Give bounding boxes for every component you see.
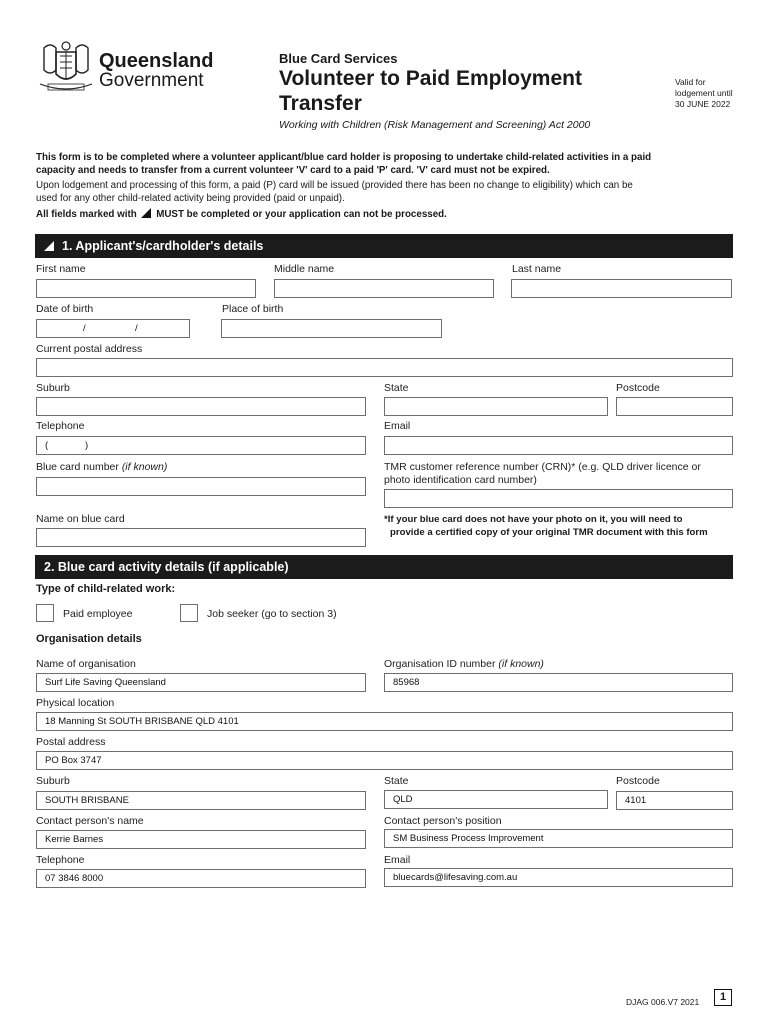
blue-card-number-label (36, 461, 167, 473)
org-id-text: Organisation ID number (384, 658, 496, 670)
physical-location-field[interactable]: 18 Manning St SOUTH BRISBANE QLD 4101 (36, 712, 733, 731)
logo-wordmark-line2: Government (99, 70, 204, 91)
dob-label: Date of birth (36, 303, 94, 315)
tel-open-paren: ( (45, 440, 49, 451)
org-id-field[interactable]: 85968 (384, 673, 733, 692)
must-suffix: MUST be completed or your application can not be processed. (156, 209, 447, 220)
postcode-label: Postcode (616, 382, 660, 394)
telephone-label: Telephone (36, 420, 85, 432)
org-name-label: Name of organisation (36, 658, 136, 670)
dob-field[interactable] (36, 319, 190, 338)
org-postal-field[interactable]: PO Box 3747 (36, 751, 733, 770)
page-title-line2: Transfer (279, 92, 362, 115)
dob-separator: / (135, 323, 138, 334)
tmr-line1: TMR customer reference number (CRN)* (e.g. QLD driver licence or (384, 461, 701, 473)
tmr-line2: photo identification card number) (384, 474, 537, 486)
org-state-field[interactable]: QLD (384, 790, 608, 809)
blue-card-number-text: Blue card number (36, 461, 119, 473)
blue-card-number-field[interactable] (36, 477, 366, 496)
first-name-field[interactable] (36, 279, 256, 298)
org-suburb-label: Suburb (36, 775, 70, 787)
telephone-field[interactable] (36, 436, 366, 455)
must-prefix: All fields marked with (36, 209, 137, 220)
postal-address-field[interactable] (36, 358, 733, 377)
logo-wordmark-line1: Queensland (99, 50, 214, 72)
email-label: Email (384, 420, 411, 432)
middle-name-field[interactable] (274, 279, 494, 298)
valid-line3: 30 JUNE 2022 (675, 99, 731, 109)
valid-line2: lodgement until (675, 88, 733, 98)
intro-line1: Upon lodgement and processing of this form, a paid (P) card will be issued (provided there has been no change to eligibility) which can be (36, 180, 633, 191)
job-seeker-label: Job seeker (go to section 3) (207, 608, 337, 620)
page-number: 1 (714, 989, 732, 1006)
contact-position-label: Contact person's position (384, 815, 502, 827)
org-telephone-label: Telephone (36, 854, 85, 866)
name-on-card-field[interactable] (36, 528, 366, 547)
intro-text (36, 151, 736, 221)
service-name: Blue Card Services (279, 51, 398, 66)
job-seeker-checkbox[interactable] (180, 604, 198, 622)
tmr-crn-label (384, 461, 701, 487)
org-postal-label: Postal address (36, 736, 106, 748)
form-code: DJAG 006.V7 2021 (626, 997, 700, 1007)
middle-name-label: Middle name (274, 263, 335, 275)
place-of-birth-field[interactable] (221, 319, 442, 338)
paid-employee-checkbox[interactable] (36, 604, 54, 622)
org-telephone-field[interactable]: 07 3846 8000 (36, 869, 366, 888)
postal-address-label: Current postal address (36, 343, 143, 355)
photo-note-line2: provide a certified copy of your original TMR document with this form (390, 527, 708, 538)
org-state-label: State (384, 775, 409, 787)
intro-bold-line1: This form is to be completed where a volunteer applicant/blue card holder is proposing to undertake child-related activities in a paid (36, 152, 652, 163)
email-field[interactable] (384, 436, 733, 455)
org-id-label (384, 658, 544, 670)
org-name-field[interactable]: Surf Life Saving Queensland (36, 673, 366, 692)
section2-title: 2. Blue card activity details (if applicable) (44, 560, 289, 574)
name-on-card-label: Name on blue card (36, 513, 125, 525)
suburb-label: Suburb (36, 382, 70, 394)
suburb-field[interactable] (36, 397, 366, 416)
first-name-label: First name (36, 263, 86, 275)
state-label: State (384, 382, 409, 394)
org-email-field[interactable]: bluecards@lifesaving.com.au (384, 868, 733, 887)
contact-name-field[interactable]: Kerrie Barnes (36, 830, 366, 849)
type-heading: Type of child-related work: (36, 583, 176, 595)
mandatory-triangle-icon (44, 241, 54, 251)
last-name-field[interactable] (511, 279, 732, 298)
tmr-crn-field[interactable] (384, 489, 733, 508)
contact-position-field[interactable]: SM Business Process Improvement (384, 829, 733, 848)
org-postcode-label: Postcode (616, 775, 660, 787)
place-of-birth-label: Place of birth (222, 303, 284, 315)
qld-crest-logo (36, 40, 96, 96)
must-complete-note (36, 208, 736, 221)
section1-header (35, 234, 733, 258)
org-postcode-field[interactable]: 4101 (616, 791, 733, 810)
paid-employee-label: Paid employee (63, 608, 133, 620)
section1-title: 1. Applicant's/cardholder's details (62, 239, 264, 253)
intro-bold-line2: capacity and needs to transfer from a current volunteer 'V' card to a paid 'P' card. 'V' card must not be expired. (36, 165, 550, 176)
org-heading: Organisation details (36, 633, 142, 645)
mandatory-triangle-icon (141, 208, 151, 218)
dob-separator: / (83, 323, 86, 334)
photo-note (384, 513, 708, 539)
if-known-text: (if known) (121, 461, 168, 473)
org-suburb-field[interactable]: SOUTH BRISBANE (36, 791, 366, 810)
contact-name-label: Contact person's name (36, 815, 144, 827)
valid-line1: Valid for (675, 77, 706, 87)
postcode-field[interactable] (616, 397, 733, 416)
org-email-label: Email (384, 854, 411, 866)
last-name-label: Last name (512, 263, 562, 275)
physical-location-label: Physical location (36, 697, 115, 709)
intro-line2: used for any other child-related activity being provided (paid or unpaid). (36, 193, 345, 204)
page-title-line1: Volunteer to Paid Employment (279, 67, 582, 90)
state-field[interactable] (384, 397, 608, 416)
tel-close-paren: ) (85, 440, 89, 451)
section2-header (35, 555, 733, 579)
org-id-known-text: (if known) (498, 658, 544, 670)
valid-until-note (675, 77, 733, 110)
photo-note-line1: *If your blue card does not have your photo on it, you will need to (384, 514, 683, 525)
act-reference: Working with Children (Risk Management and Screening) Act 2000 (279, 119, 591, 131)
